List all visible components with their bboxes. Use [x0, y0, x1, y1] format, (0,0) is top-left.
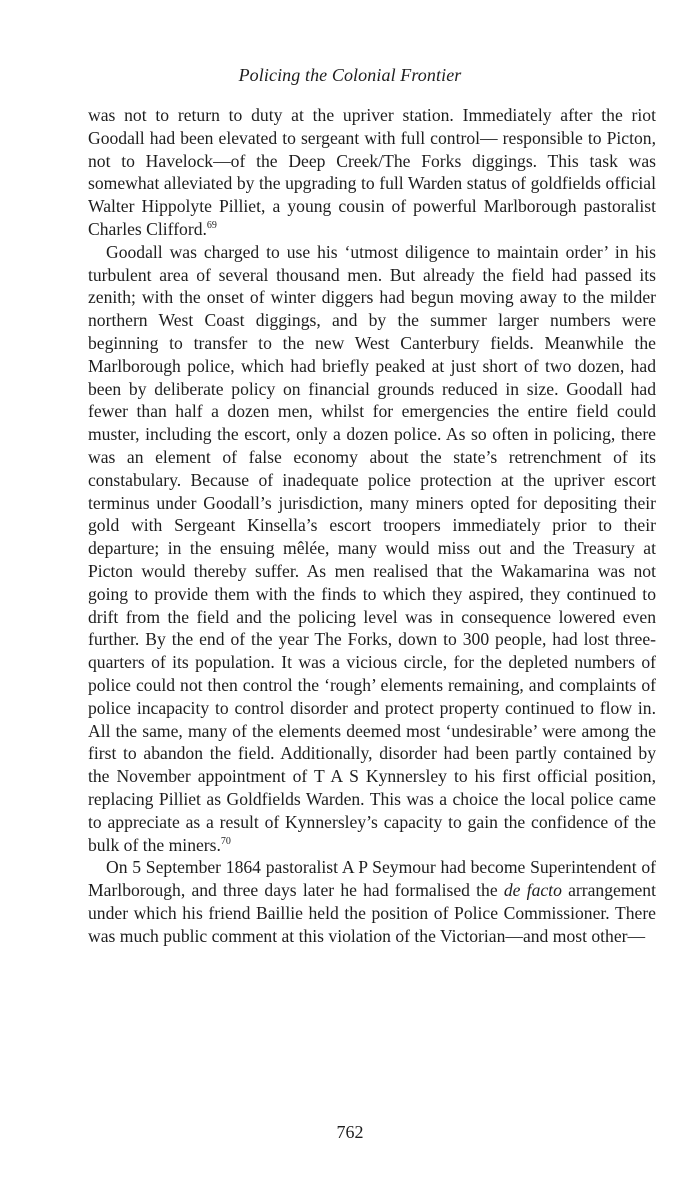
paragraph-text: On 5 September 1864 pastoralist A P Seymour had become Superintendent of Marlborough, and three days later he had formalised the [88, 857, 656, 901]
page-number: 762 [336, 1122, 364, 1142]
footnote-marker: 69 [206, 220, 217, 232]
paragraph-text: Goodall was charged to use his ‘utmost diligence to maintain order’ in his turbulent area of several thousand men. But already the field had passed its zenith; with the onset of winter diggers had begun moving away to the milder northern West Coast diggings, and by the summer larger numbers were beginning to transfer to the new West Canterbury fields. Meanwhile the Marlborough police, which had briefly peaked at just short of two dozen, had been by deliberate policy on financial grounds reduced in size. Goodall had fewer than half a dozen men, whilst for emergencies the entire field could muster, including the escort, only a dozen police. As so often in policing, there was an element of false economy about the state’s retrenchment of its constabulary. Because of inadequate police protection at the upriver escort terminus under Goodall’s jurisdiction, many miners opted for depositing their gold with Sergeant Kinsella’s escort troopers immediately prior to their departure; in the ensuing mêlée, many would miss out and the Treasury at Picton would thereby suffer. As men realised that the Wakamarina was not going to provide them with the finds to which they aspired, they continued to drift from the field and the policing level was in consequence lowered even further. By the end of the year The Forks, down to 300 people, had lost three-quarters of its population. It was a vicious circle, for the depleted numbers of police could not then control the ‘rough’ elements remaining, and complaints of police incapacity to control disorder and protect property continued to flow in. All the same, many of the elements deemed most ‘undesirable’ were among the first to abandon the field. Additionally, disorder had been partly contained by the November appointment of T A S Kynnersley to his first official position, replacing Pilliet as Goldfields Warden. This was a choice the local police came to appreciate as a result of Kynnersley’s capacity to gain the confidence of the bulk of the miners. [88, 241, 656, 855]
paragraph [88, 856, 656, 947]
body-text [88, 104, 656, 947]
paragraph [88, 104, 656, 241]
italic-text: de facto [503, 880, 562, 901]
paragraph [88, 241, 656, 857]
paragraph-text: was not to return to duty at the upriver station. Immediately after the riot Goodall had been elevated to sergeant with full control— responsible to Picton, not to Havelock—of the Deep Creek/The Forks diggings. This task was somewhat alleviated by the upgrading to full Warden status of goldfields official Walter Hippolyte Pilliet, a young cousin of powerful Marlborough pastoralist Charles Clifford. [88, 105, 656, 239]
running-header: Policing the Colonial Frontier [238, 65, 462, 85]
footnote-marker: 70 [220, 835, 231, 847]
paragraph-text: arrangement under which his friend Baillie held the position of Police Commissioner. There was much public comment at this violation of the Victorian—and most other— [88, 880, 656, 946]
